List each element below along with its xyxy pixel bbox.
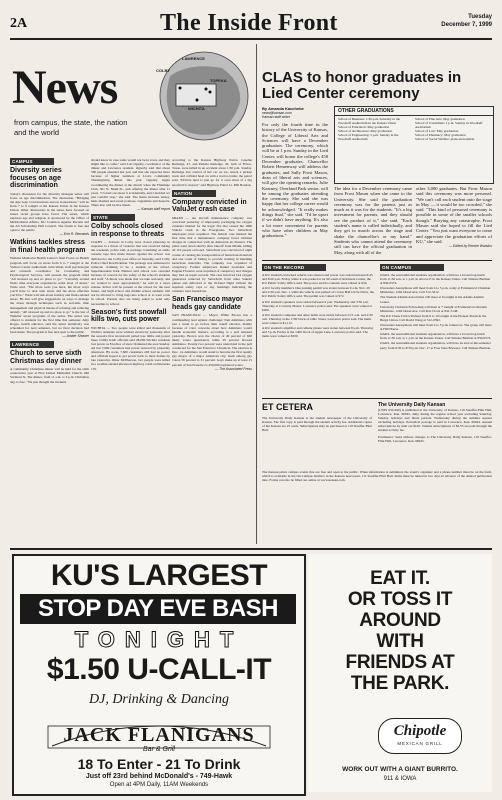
- jack-flanigans-sub: Bar & Grill: [143, 746, 175, 753]
- story-watkins-body: Watkins Memorial Health Center's final Focus on Health program will focus on stress from 6 to 7 tonight at the Visitors Center auditorium. John Wade, staff psychologist and outreach coordinator for Counseling and Psychological Services, will present the program titled "All stressed up and no place to go." "Certainly around finals time everyone experiences some level of stress," Wade said. "The more tools you have, the more ways you'll have to deal with stress and the more effective you'll be." Wade will talk about holiday and finals-related stress. He also will give suggestions on ways to manage the stress through techniques such as self-talk, time management and physical means of relaxing and reducing anxiety. "All stressed up and no place to go" is the last of Watkins' seven programs of the series. The series was offered to students for the first time this semester. Amy Roppe, health educator, said the series tentatively was scheduled for next semester, but no final decision had been made. The program is free and open to the public.: [10, 256, 89, 335]
- campus-item: OAKS, the nontraditional students organization, will have a brown bag lunch from 11:30 a.m. to 1 p.m. in Alcove E in the Kansas Union. Call Simone Berman at 830-0574.: [380, 273, 491, 286]
- other-graduations-left: [338, 117, 412, 142]
- et-cetera-title: ET CETERA: [262, 402, 314, 412]
- clas-author-email: news@kansan.com: [262, 111, 292, 115]
- grad-item: School of Pharmacy: May graduation: [415, 133, 466, 138]
- headline-snowfall: Season's first snowfall kills two, cuts power: [91, 308, 167, 324]
- ud-kansan-body: (USPS 650-640) is published at the University of Kansas, 119 Stauffer-Flint Hall, Lawrence, Kan. 66045, daily during the regular school year excluding Saturday, Sunday, holidays and finals periods. Wednesday during the summer session excluding holidays. Periodical postage is paid in Lawrence, Kan. 66044. Annual subscriptions by mail are $120. Student subscriptions of $2.55 are paid through the student activity fee.: [378, 408, 492, 433]
- jack-flanigans-ad: [12, 554, 306, 796]
- et-cetera-body-2: The Kansan prints campus events that are free and open to the public. When information is submitted, the event's organizer and a phone number must be on the form, which is available in the On Campus mailbox in the Kansan newsroom, 111 Stauffer-Flint Hall. Items must be turned in two days in advance of the desired publication date. Forms can also be filled out online at www.kansan.com.: [262, 470, 492, 483]
- record-item: A KU student's unlocked vehicle was entered and power was stolen between 6:45 and 8:20 p.m. Friday while it was parked at lot 90 south of Robinson Center, the KU Public Safety Office said. The power and its contents were valued at $30.: [262, 273, 373, 286]
- masthead-date: December 7, 1999: [441, 22, 492, 28]
- masthead-day: Tuesday: [468, 14, 492, 20]
- ad-line-ages: 18 To Enter - 21 To Drink: [77, 756, 241, 772]
- grad-item: School of Education: May graduation: [338, 125, 390, 130]
- et-cetera-box: [262, 402, 492, 542]
- chipotle-line: FRIENDS AT: [345, 652, 455, 673]
- campus-item: The KU Chess Club will meet from 6 to 10 tonight at the Pioneer Room in the Burge Union. Call David Wang at 312-0392.: [380, 313, 487, 322]
- grad-item: School of Business: 1:30 p.m. Saturday in the Woodruff Auditorium in the Kansas Union: [338, 117, 401, 126]
- ad-line-bash: STOP DAY EVE BASH: [20, 594, 296, 624]
- byline-ap: — The Associated Press: [214, 366, 252, 371]
- headline-sf-mayor: San Francisco mayor heads gay candidate: [172, 296, 243, 311]
- story-sf-mayor-body: SAN FRANCISCO — Mayor Willie Brown has a commanding lead against challenger Tom Ammiano with just a week to go before their runoff election, mainly because of voter concerns about how Ammiano would handle economic matters, according to a poll released yesterday. Brown won the choice of 49 percent of 600 likely voters questioned, while 29 percent favored Ammiano. Twenty-two percent were undecided in the poll conducted for the San Francisco Chronicle. The election is Dec. 14. Ammiano would stand to become the first openly gay mayor of a major American city, leads among gay voters 59 percent to 31 percent. Gays make up at least 15 percent of San Francisco's 450,000 registered voters.: [172, 313, 252, 367]
- on-the-record-box: [262, 264, 374, 394]
- campus-item: Overeaters Anonymous will meet from 4 to 5 p.m. today at Ecumenical Christian Ministries, 1204 Oread Ave. Call 312-3412.: [380, 286, 491, 295]
- chipotle-line: OR TOSS IT: [347, 589, 453, 610]
- page-number: 2A: [10, 16, 28, 31]
- masthead: [10, 10, 492, 38]
- ad-line-dj: DJ, Drinking & Dancing: [89, 692, 229, 707]
- ad-line-price: $1.50 U-CALL-IT: [46, 653, 272, 686]
- map-label-wichita: WICHITA: [188, 106, 205, 111]
- byline-church: — Kansan staff report: [137, 207, 170, 212]
- story-diversity-body: Today's discussion for the diversity dialogue series will focus on age discrimination. The discussion, "Bridging the Age Gap: Conversations Across Generations," will be from 7 to 9 tonight at the Kansas Union in the Kansas Union. Other discussions in the series have focused on issues racial groups have faced. The series, which explores age and religion, is sponsored by the Office of Multicultural Affairs, KU Coalition Against Racism and the All Scholarship Hall Council. The forum is free and open to the public.: [10, 191, 89, 233]
- on-campus-box: [380, 264, 492, 394]
- map-label-lawrence: LAWRENCE: [182, 56, 205, 61]
- section-label-nation: NATION: [172, 190, 216, 197]
- clas-body-2: The idea for a December ceremony came from Frost Mason when she came to the University. She said the graduation ceremony was for the parents just as much as it was for the students. "It's a big investment for parents, and they should see the product of it," she said. "Each student's name is called individually, and they get to march across the stage and shake the chancellor's or my hand." Students who cannot attend the ceremony still can have the official graduation in May, along with all of the: [334, 186, 412, 255]
- section-label-record: ON THE RECORD: [262, 264, 326, 271]
- other-graduations-title: OTHER GRADUATIONS: [335, 107, 493, 116]
- news-subtitle: from campus, the state, the nation and the world: [14, 118, 128, 137]
- story-snowfall-continued: according to the Kansas Highway Patrol. Graeme Rutledge, 47, and Pamela Rutledge, 45, both of Frisco, Texas, were killed in an accident about 1:30 p.m. Sunday. Rutledge lost control of her car on ice, struck a pickup truck and collided head on with a tractor-trailer, the patrol said. "Drivers tend to just go for it once most of a big snowfall is cleared," said Highway Patrol Lt. Phil Bostian.: [172, 158, 252, 187]
- jack-flanigans-brand: JACK FLANIGANS: [63, 724, 255, 746]
- news-box: [10, 44, 253, 156]
- clas-body-3: other 3,000 graduates. But Frost Mason said this ceremony was more personal. "We can't call each student onto the stage in May — it would be too crowded," she said. "This kind of personal ceremony is possible in some of the smaller schools though." Burying any catastrophe, Frost Mason said she hoped to fill the Lied Center. "You just want everyone to come and appreciate the graduation efforts of KU," she said.: [416, 186, 492, 244]
- ad-line-largest: KU'S LARGEST: [50, 559, 268, 592]
- ads-top-rule: [10, 548, 492, 550]
- record-item: A KU student's computer and other items were stolen between 2:15 a.m. and 2:30 a.m. Thursday at the 1700 block of Ohio Street, Lawrence police said. The items were valued at $1,112.: [262, 312, 373, 326]
- clas-byline: — Edited by Rennie Warkins: [448, 244, 492, 249]
- record-item: A KU student's amplifier and cellular phone were stolen between 8 p.m. Thursday and 5 p.m. Friday at the 1400 block of Apple Lane, Lawrence police said. The items were valued at $500.: [262, 326, 374, 339]
- grad-item: School of Law: May graduation: [415, 129, 459, 134]
- story-snowfall-body: WICHITA — Two people were killed and thousands of Wichita residents were without electricity yesterday after the season's first snowstorm pelted tree limbs and power lines. Utility KGE officials said 28,000 Wichita residents lost power as 8 inches of snow blanketed the area Sunday. All but 7,600 customers had power restored by yesterday afternoon. By noon, 7,600 customers still had no power and officials hoped to get power back to most homes by late yesterday. Omar McPherson, two people were killed in a weather-related afternoon highway crash on Interstate 135.: [91, 325, 170, 371]
- byline-watkins: — Amber Shower: [62, 334, 89, 339]
- story-valujet-body: MIAMI — An aircraft maintenance company was convicted yesterday of improperly packaging the oxygen canisters blamed for the tragic fire that caused the 1996 ValuJet crash in the Everglades. Two SabreTech employees were acquitted. The federal case marked the first time that a maintenance company faced criminal charges in connection with an American air disaster. The plane went down shortly after takeoff from Miami, killing all 110 people on board. SabreTech was convicted of eight counts of causing the transportation of hazardous materials and one count of failing to provide training in handling hazardous materials. The company was acquitted of conspiracy. Former employees Daniel Gonzalez and Eugene Florence were acquitted of conspiracy and charges they lied on repair records. The case involved 144 oxygen generators removed by SabreTech from other ValuJet planes and delivered to the ill-fated flight without the required safety caps or any markings indicating the canisters were hazardous.: [172, 215, 252, 294]
- ud-kansan-box: [378, 402, 492, 443]
- grad-item: School of Architecture: May graduation: [338, 129, 393, 134]
- record-item: A KU faculty member's blue parking permit was stolen between 9 a.m. Nov. 29 and 2:30 p.m. Dec. 1 while his vehicle was parked at Crown Hall Circle Drive, the KU Public Safety Office said. The permit was valued at $72.: [262, 286, 374, 299]
- chipotle-logo-sub: MEXICAN GRILL: [397, 741, 443, 746]
- clas-body-1: For only the fourth time in the history of the University of Kansas, the College of Liberal Arts and Sciences will have a December graduation. The ceremony, which will be at 1 p.m. Sunday in the Lied Center, will honor the college's 458 December graduates. Chancellor Robert Hemenway will address the graduates, and Sally Frost Mason, dean of liberal arts and sciences, will give the opening remarks. Julie Kearney, Overland Park senior, will be among the graduates attending the ceremony. She said she was happy that her college career would be acknowledged. "It really makes things final," she said. "I'd be upset if we didn't have anything. It's also a lot more convenient for parents who have other children in May graduations.": [262, 122, 328, 239]
- record-item: A KU student's speakers were stolen between 9 p.m. Wednesday and 3:30 a.m. Thursday at Coventry Manor, Lawrence police said. The speakers were valued at $200.: [262, 299, 372, 312]
- clas-author-role: Kansan staff writer: [262, 115, 291, 120]
- et-cetera-body-1: The University Daily Kansan is the student newspaper of the University of Kansas. The first copy is paid through the student activity fee. Additional copies of the Kansan are 25 cents. Subscriptions may be purchased at 119 Stauffer-Flint Hall.: [262, 416, 372, 433]
- masthead-rule: [10, 38, 492, 40]
- chipotle-line: THE PARK.: [350, 673, 450, 694]
- section-title: The Inside Front: [160, 10, 338, 36]
- grad-item: School of Engineering: 5 p.m. Sunday in the Woodruff Auditorium: [338, 133, 399, 142]
- headline-colby: Colby schools closed in response to threats: [91, 223, 165, 238]
- campus-item: OAKS, the nontraditional students organization, will have an end-of-the-semester party from 6:30 to 8:30 p.m. Dec. 17 at Free State Brewery. Call Simone Berman.: [380, 341, 491, 350]
- chipotle-ad: [308, 554, 492, 792]
- story-church-continued: should know in case some would not be in town, and they might like to come," said Lori Ogesby, coordinator of the dinner and Lawrence resident. Oglesby said that about 500 people attended last year and that she expected more because of higher numbers at Lion's community Thanksgiving dinner this year. Oglesby began coordinating the dinner at the church when the Flamingo Club, 501 N. Ninth St., quit offering the dinner after 11 years. "I found out about it accidentally, and I decided we just couldn't stop," she said. The menu includes turkey, ham, mashed and sweet potatoes, vegetables and desserts. There also will be live music.: [91, 158, 170, 208]
- campus-item: Overeaters Anonymous will meet from 4 to 5 p.m. tomorrow. The group will meet at Hill House.: [380, 323, 492, 332]
- news-column-2: [91, 158, 170, 546]
- news-column-3: [172, 158, 252, 546]
- section-label-on-campus: ON CAMPUS: [380, 264, 444, 271]
- section-label-campus: CAMPUS: [10, 158, 54, 165]
- other-graduations-right: [415, 117, 489, 142]
- ad-line-location: Just off 23rd behind McDonald's - 749-Hawk: [85, 773, 233, 780]
- map-label-colby: COLBY: [156, 68, 170, 73]
- byline-diversity: — Erin R. Bernards: [59, 232, 89, 237]
- ad-line-tonight: TONIGHT: [74, 627, 244, 652]
- news-title: News: [12, 61, 118, 114]
- campus-item: The Student Alumni Association will meet at 6 tonight at the Adams Alumni Center.: [380, 295, 484, 304]
- ud-kansan-title: The University Daily Kansan: [378, 402, 446, 408]
- clas-column-3: [416, 186, 492, 256]
- other-graduations-box: [334, 106, 494, 184]
- clas-headline: CLAS to honor graduates in Lied Center ceremony: [262, 69, 462, 102]
- campus-item: OAKS, the nontraditional students organization, will have a brown bag lunch from 11:30 a.m. to 1 p.m. in the Kansas Union. Call Simone Berman at 830-0574.: [380, 332, 492, 341]
- headline-watkins: Watkins tackles stress in final health program: [10, 239, 86, 254]
- chipotle-headline: [308, 568, 492, 694]
- headline-valujet: Company convicted in ValuJet crash case: [172, 198, 247, 214]
- grad-item: School of Journalism: 1 p.m. Sunday in Woodruff Auditorium: [415, 121, 483, 130]
- clas-column-1: [262, 122, 328, 254]
- chipotle-line: EAT IT.: [370, 568, 430, 589]
- ad-line-hours: Open at 4PM Daily, 11AM Weekends: [109, 782, 209, 788]
- chipotle-address: 911 & IOWA: [383, 776, 417, 782]
- ud-kansan-postmaster: Postmaster: Send address changes to The University Daily Kansan, 119 Stauffer-Flint Hall, Lawrence, Kan. 66045.: [378, 434, 492, 443]
- chipotle-logo-badge: [378, 718, 462, 754]
- clas-column-2: [334, 186, 412, 256]
- news-column-1: [10, 158, 89, 546]
- clas-bottom-rule: [262, 260, 492, 261]
- grad-item: School of Social Welfare: plans unavailable: [415, 137, 475, 142]
- column-divider: [256, 44, 257, 544]
- headline-church: Church to serve sixth Christmas day dinner: [10, 350, 82, 365]
- clas-author-name: By Amanda Kacchebe: [262, 106, 304, 111]
- campus-item: University Christian Fellowship will meet at 7 tonight at Ecumenical Christian Ministries, 1204 Oread Ave. Call Rob Clock at 841-5148.: [380, 304, 487, 313]
- globe-map-graphic: [130, 46, 252, 152]
- section-label-lawrence: LAWRENCE: [10, 341, 54, 348]
- chipotle-logo: Chipotle: [393, 723, 447, 739]
- chipotle-line: AROUND: [359, 610, 441, 631]
- chipotle-tagline: WORK OUT WITH A GIANT BURRITO.: [342, 766, 458, 773]
- grad-item: School of Fine Arts: May graduation: [415, 117, 465, 121]
- story-church-body: A community Christmas dinner will be held for the sixth consecutive year at First United Methodist Church, 946 Vermont St. The dinner, from 11 a.m. to 3 p.m. Christmas day, is free. "We just thought the students: [10, 367, 89, 384]
- headline-diversity: Diversity series focuses on age discrimination: [10, 167, 62, 189]
- map-label-topeka: TOPEKA: [210, 78, 227, 83]
- chipotle-line: WITH: [376, 631, 424, 652]
- story-colby-body: COLBY — Schools in Colby were closed yesterday in response to a threat of violence that was received during the weekend, police said. A package containing an audio cassette tape that made threats against the school was delivered to the Colby post office on Saturday, said Colby Police Chief Ron Pickman. The package was addressed to someone claiming to be a student at the school. Superintendent Kirk Nielsen said school was canceled because of concern for the safety of the school's students and staff. "A threat was made that we take seriously, and we wanted to react appropriately," he said in a news release. Police will be present at the school for the near future, and high school and middle school students will not be allowed to bring bags into school or to wear coats in school. Parents also are being asked to send only necessities to school.: [91, 240, 170, 306]
- section-label-state: STATE: [91, 214, 135, 221]
- record-bottom-rule: [262, 398, 492, 399]
